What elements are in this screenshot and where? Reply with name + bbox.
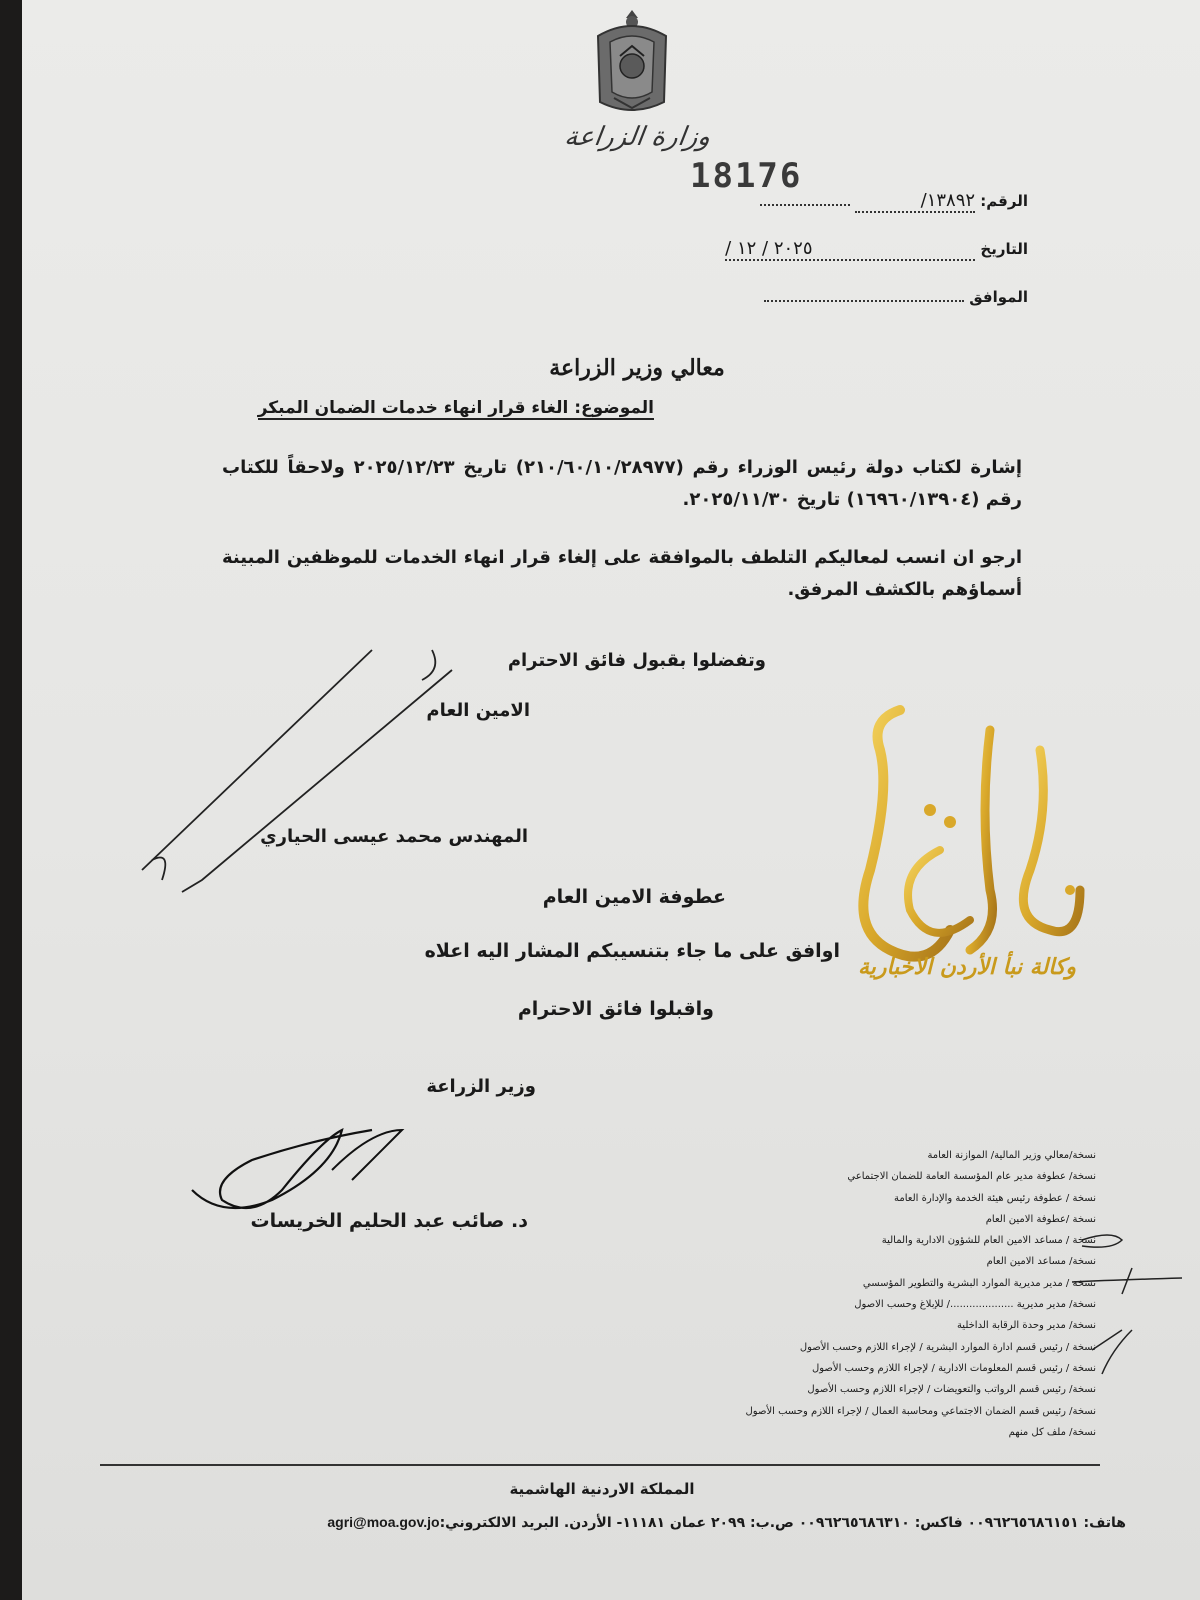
hijri-date-row <box>764 288 1028 306</box>
hijri-date-label: الموافق <box>969 288 1028 306</box>
date-label: التاريخ <box>980 240 1028 258</box>
signer-title: الامين العام <box>426 700 530 721</box>
paragraph-request: ارجو ان انسب لمعاليكم التلطف بالموافقة على إلغاء قرار انهاء الخدمات للموظفين المبينة أسماؤهم بالكشف المرفق. <box>222 547 1022 600</box>
signer-name: المهندس محمد عيسى الحياري <box>260 826 528 847</box>
watermark-caption: وكالة نبأ الأردن الاخبارية <box>857 955 1077 980</box>
copy-recipient: نسخة / مساعد الامين العام للشؤون الادارية والمالية <box>881 1235 1096 1247</box>
copy-recipient: نسخة / رئيس قسم المعلومات الادارية / لإجراء اللازم وحسب الأصول <box>811 1362 1096 1374</box>
jordan-crest-emblem <box>590 6 674 118</box>
minister-signature <box>182 1110 442 1220</box>
subject-label: الموضوع: <box>574 398 654 418</box>
approval-text: اوافق على ما جاء بتنسيبكم المشار اليه اعلاه <box>424 940 840 962</box>
copy-recipient: نسخة/ ملف كل منهم <box>1008 1426 1096 1438</box>
date-value: ٢٠٢٥ / ١٢ / <box>725 238 975 261</box>
date-row <box>725 238 1028 261</box>
hijri-date-dots <box>764 300 964 302</box>
reference-number-value: ١٣٨٩٢/ <box>855 190 975 213</box>
copy-recipient: نسخة/ مساعد الامين العام <box>986 1256 1096 1268</box>
secretary-general-signature <box>122 630 482 900</box>
reference-number-label: الرقم: <box>980 192 1028 210</box>
approval-addressee: عطوفة الامين العام <box>542 886 726 908</box>
footer-contact <box>66 1514 1126 1531</box>
copy-recipient: نسخة / رئيس قسم ادارة الموارد البشرية / لإجراء اللازم وحسب الأصول <box>799 1341 1096 1353</box>
letter-closing: وتفضلوا بقبول فائق الاحترام <box>507 650 766 671</box>
copy-recipient: نسخة/ عطوفة مدير عام المؤسسة العامة للضمان الاجتماعي <box>847 1171 1096 1183</box>
copy-recipient: نسخة/ رئيس قسم الضمان الاجتماعي ومحاسبة العمال / لإجراء اللازم وحسب الأصول <box>745 1405 1096 1417</box>
copy-recipient: نسخة / عطوفة رئيس هيئة الخدمة والإدارة العامة <box>894 1192 1096 1204</box>
footer-contact-details: هاتف: ٠٠٩٦٢٦٥٦٨٦١٥١ فاكس: ٠٠٩٦٢٦٥٦٨٦٣١٠ ص.ب: ٢٠٩٩ عمان ١١١٨١- الأردن. البريد الالكتروني: <box>439 1515 1126 1531</box>
copies-list <box>636 1145 1096 1443</box>
news-agency-watermark-logo <box>840 690 1100 1000</box>
copy-recipient: نسخة/معالي وزير المالية/ الموازنة العامة <box>927 1150 1096 1161</box>
copy-recipient: نسخة /عطوفة الامين العام <box>985 1213 1096 1225</box>
footer-email: agri@moa.gov.jo <box>327 1514 440 1530</box>
footer-country: المملكة الاردنية الهاشمية <box>509 1480 695 1498</box>
reference-number-row <box>760 190 1028 213</box>
copy-recipient: نسخة/ رئيس قسم الرواتب والتعويضات / لإجراء اللازم وحسب الأصول <box>807 1384 1096 1396</box>
handwritten-checkmarks <box>1072 1220 1182 1380</box>
footer-divider <box>100 1464 1100 1466</box>
letter-addressee: معالي وزير الزراعة <box>549 355 725 381</box>
subject-text: الغاء قرار انهاء خدمات الضمان المبكر <box>257 398 569 418</box>
serial-number-stamp: 18176 <box>690 156 803 196</box>
copy-recipient: نسخة/ مدير وحدة الرقابة الداخلية <box>956 1320 1096 1332</box>
ministry-name-logo: وزارة الزراعة <box>562 122 713 152</box>
paragraph-reference: إشارة لكتاب دولة رئيس الوزراء رقم (٢١٠/٦٠/١٠/٢٨٩٧٧) تاريخ ٢٠٢٥/١٢/٢٣ ولاحقاً للكتاب رقم (١٦٩٦٠/١٣٩٠٤) تاريخ ٢٠٢٥/١١/٣٠. <box>222 457 1022 510</box>
copy-recipient: نسخة/ مدير مديرية ..................../ للإبلاغ وحسب الاصول <box>854 1299 1096 1311</box>
letter-subject <box>258 398 654 420</box>
minister-title: وزير الزراعة <box>426 1076 536 1097</box>
reference-number-dots <box>760 204 850 206</box>
letter-page <box>22 0 1200 1600</box>
approval-closing: واقبلوا فائق الاحترام <box>517 998 714 1020</box>
copy-recipient: نسخة / مدير مديرية الموارد البشرية والتطوير المؤسسي <box>862 1277 1096 1289</box>
minister-name: د. صائب عبد الحليم الخريسات <box>250 1210 528 1232</box>
